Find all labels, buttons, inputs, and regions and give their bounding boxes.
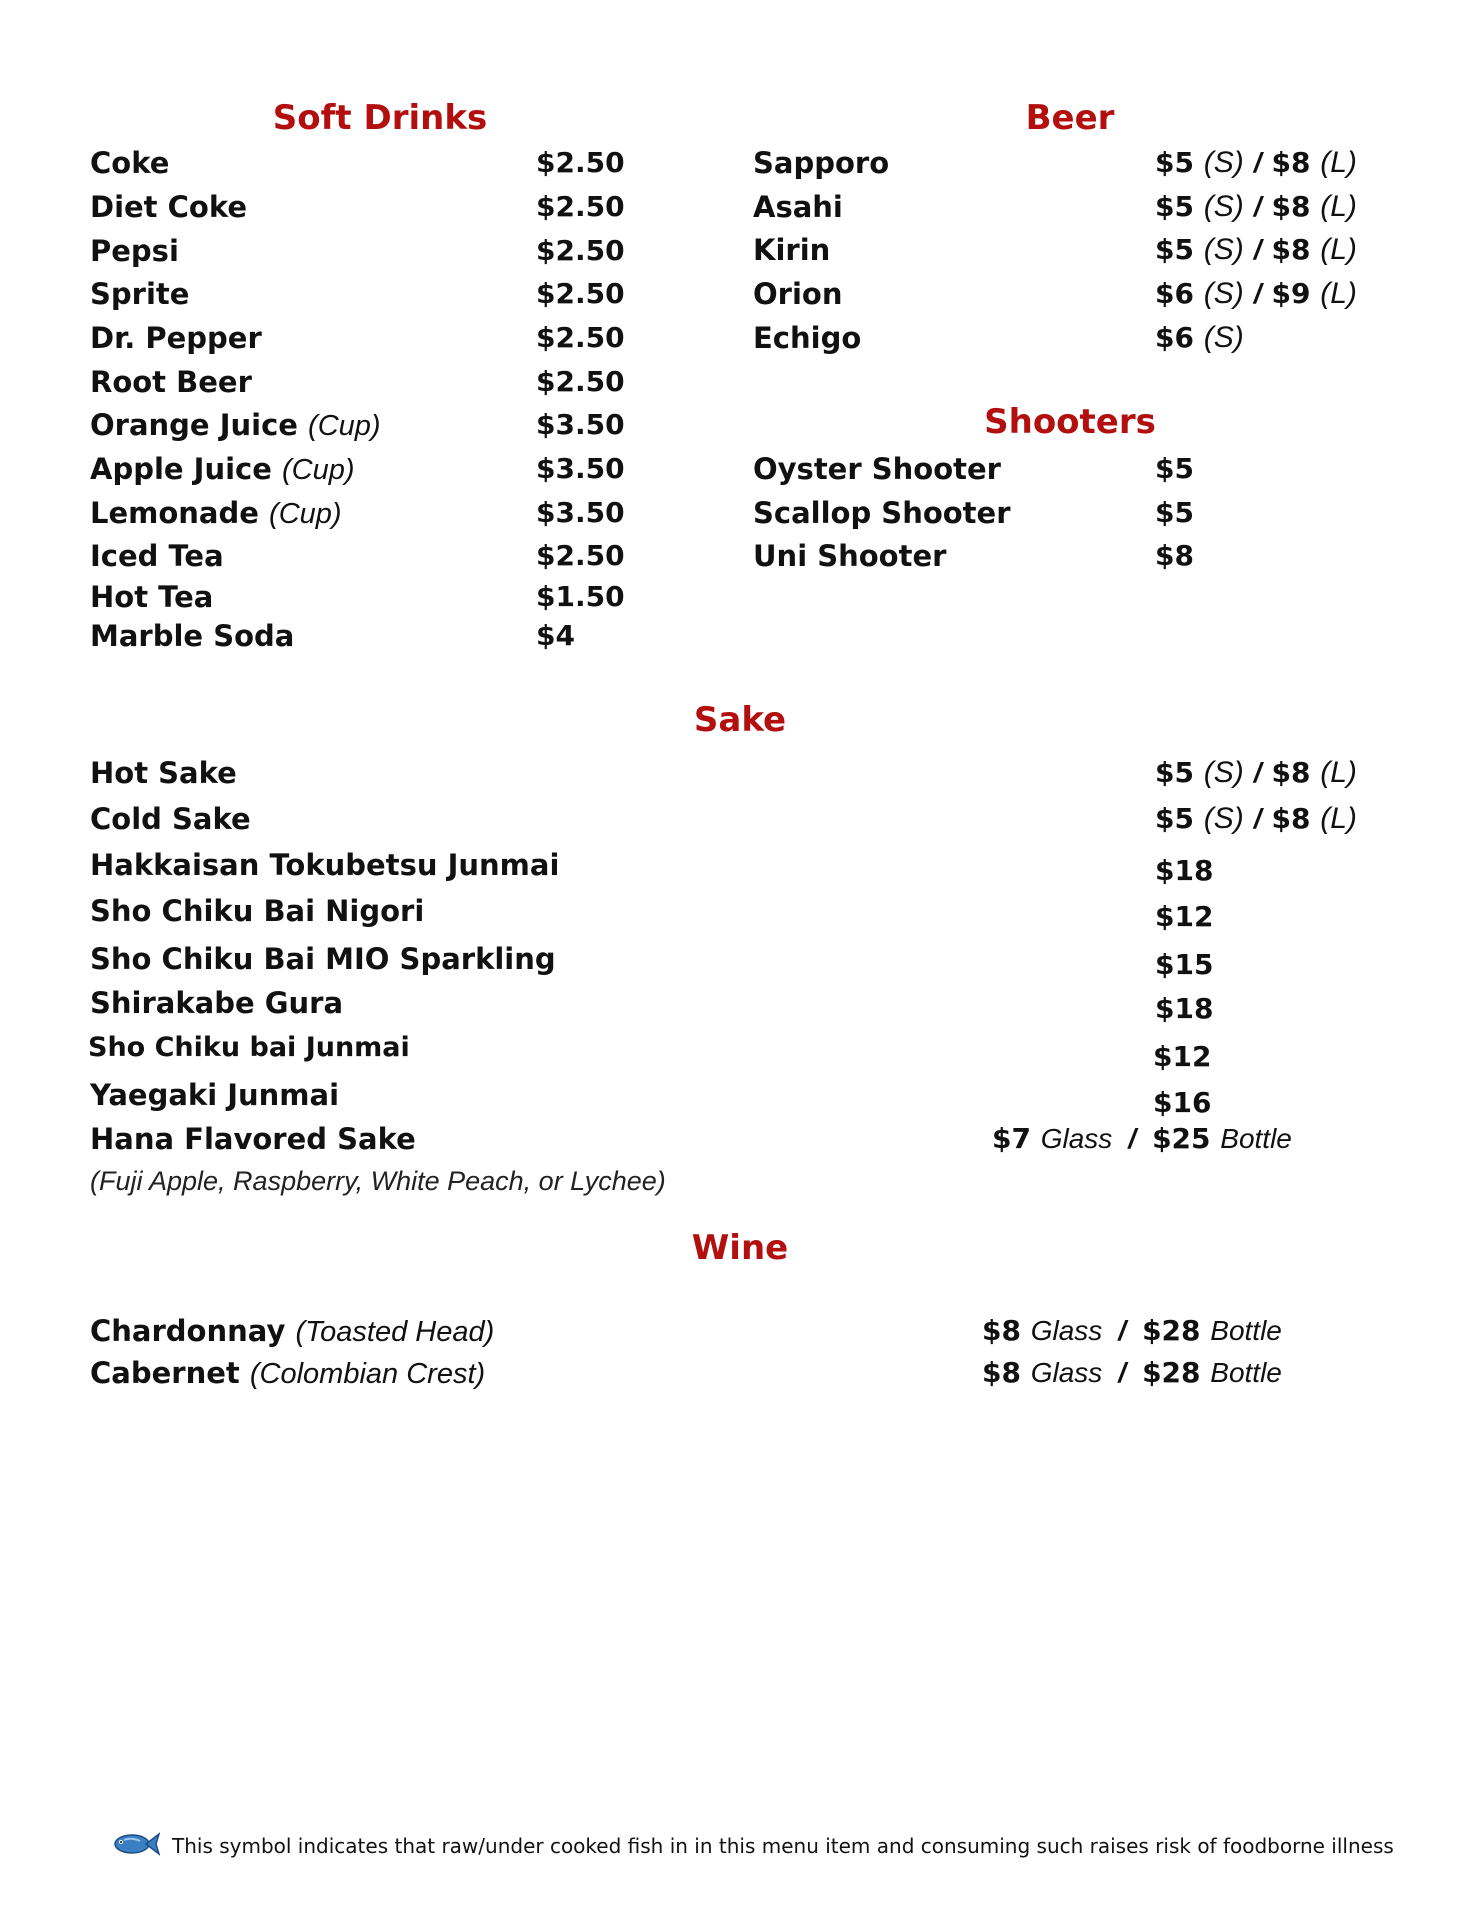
item-price: $5 (S) / $8 (L) (1155, 146, 1357, 179)
item-name: Pepsi (90, 234, 179, 268)
item-price: $2.50 (536, 321, 625, 354)
item-price: $3.50 (536, 452, 625, 485)
list-item (0, 539, 1484, 583)
list-item (0, 408, 1484, 452)
item-price: $12 (1153, 1040, 1212, 1073)
item-price: $2.50 (536, 146, 625, 179)
list-item (0, 756, 1484, 800)
fish-icon (112, 1831, 160, 1861)
item-price: $5 (S) / $8 (L) (1155, 756, 1357, 789)
item-name: Scallop Shooter (753, 496, 1011, 530)
item-price: $5 (S) / $8 (L) (1155, 233, 1357, 266)
item-name: Orion (753, 277, 843, 311)
list-item (0, 321, 1484, 365)
list-item (0, 802, 1484, 846)
item-name: Coke (90, 146, 170, 180)
item-price: $16 (1153, 1086, 1212, 1119)
item-name: Cabernet (Colombian Crest) (90, 1356, 486, 1390)
item-note: (Cup) (282, 454, 355, 486)
item-name: Sho Chiku Bai MIO Sparkling (90, 942, 556, 976)
item-price: $8 Glass / $28 Bottle (982, 1356, 1282, 1389)
item-name: Oyster Shooter (753, 452, 1001, 486)
item-name: Shirakabe Gura (90, 986, 344, 1020)
list-item (0, 986, 1484, 1030)
list-item (0, 1122, 1484, 1166)
item-name: Sho Chiku Bai Nigori (90, 894, 425, 928)
list-item (0, 233, 1484, 277)
item-price: $5 (S) / $8 (L) (1155, 190, 1357, 223)
item-name: Diet Coke (90, 190, 248, 224)
item-name: Root Beer (90, 365, 252, 399)
item-price: $5 (1155, 496, 1194, 529)
item-name: Chardonnay (Toasted Head) (90, 1314, 495, 1348)
list-item (0, 942, 1484, 986)
item-note: (Cup) (308, 410, 381, 442)
item-name: Lemonade (Cup) (90, 496, 342, 530)
item-name: Echigo (753, 321, 862, 355)
item-name: Hot Tea (90, 580, 214, 614)
item-name: Kirin (753, 233, 831, 267)
item-note: (Cup) (269, 498, 342, 530)
item-name: Orange Juice (Cup) (90, 408, 381, 442)
item-name: Hana Flavored Sake (90, 1122, 416, 1156)
item-price: $2.50 (536, 234, 625, 267)
flavor-options: (Fuji Apple, Raspberry, White Peach, or Lychee) (90, 1166, 666, 1196)
item-name: Hot Sake (90, 756, 237, 790)
beer-title: Beer (1025, 98, 1115, 138)
list-item (0, 452, 1484, 496)
item-price: $5 (1155, 452, 1194, 485)
list-item (0, 190, 1484, 234)
item-price: $12 (1155, 900, 1214, 933)
item-price: $18 (1155, 992, 1214, 1025)
item-name: Yaegaki Junmai (90, 1078, 340, 1112)
list-item (0, 277, 1484, 321)
item-price: $2.50 (536, 539, 625, 572)
list-item (0, 365, 1484, 409)
item-price: $2.50 (536, 277, 625, 310)
item-price: $18 (1155, 854, 1214, 887)
list-item (0, 1032, 1484, 1076)
item-price: $8 Glass / $28 Bottle (982, 1314, 1282, 1347)
list-item (0, 580, 1484, 624)
disclaimer-text: This symbol indicates that raw/under cooked fish in in this menu item and consuming such raises risk of foodborne illness (172, 1834, 1394, 1858)
item-price: $6 (S) / $9 (L) (1155, 277, 1357, 310)
item-price: $5 (S) / $8 (L) (1155, 802, 1357, 835)
list-item (0, 1314, 1484, 1358)
list-item (0, 1078, 1484, 1122)
item-name: Marble Soda (90, 619, 295, 653)
item-price: $3.50 (536, 496, 625, 529)
item-note: (Toasted Head) (295, 1316, 495, 1348)
list-item (0, 146, 1484, 190)
item-price: $1.50 (536, 580, 625, 613)
list-item (0, 619, 1484, 663)
wine-title: Wine (691, 1228, 789, 1268)
item-name: Iced Tea (90, 539, 224, 573)
sake-title: Sake (693, 700, 787, 740)
list-item (0, 894, 1484, 938)
item-name: Apple Juice (Cup) (90, 452, 355, 486)
shooters-title: Shooters (984, 402, 1156, 442)
list-item (0, 848, 1484, 892)
list-item (0, 1356, 1484, 1400)
item-name: Sprite (90, 277, 190, 311)
item-note: (Colombian Crest) (249, 1358, 486, 1390)
item-name: Sapporo (753, 146, 890, 180)
item-name: Uni Shooter (753, 539, 947, 573)
item-price: $2.50 (536, 365, 625, 398)
item-price: $4 (536, 619, 575, 652)
list-item (0, 496, 1484, 540)
item-name: Cold Sake (90, 802, 251, 836)
soft-drinks-title: Soft Drinks (272, 98, 488, 138)
item-price: $7 Glass / $25 Bottle (992, 1122, 1292, 1155)
item-name: Dr. Pepper (90, 321, 262, 355)
item-name: Hakkaisan Tokubetsu Junmai (90, 848, 560, 882)
raw-fish-disclaimer (112, 1826, 1394, 1866)
item-price: $6 (S) (1155, 321, 1244, 354)
item-name: Sho Chiku bai Junmai (88, 1032, 410, 1063)
item-price: $8 (1155, 539, 1194, 572)
item-price: $15 (1155, 948, 1214, 981)
item-price: $3.50 (536, 408, 625, 441)
item-name: Asahi (753, 190, 843, 224)
item-price: $2.50 (536, 190, 625, 223)
